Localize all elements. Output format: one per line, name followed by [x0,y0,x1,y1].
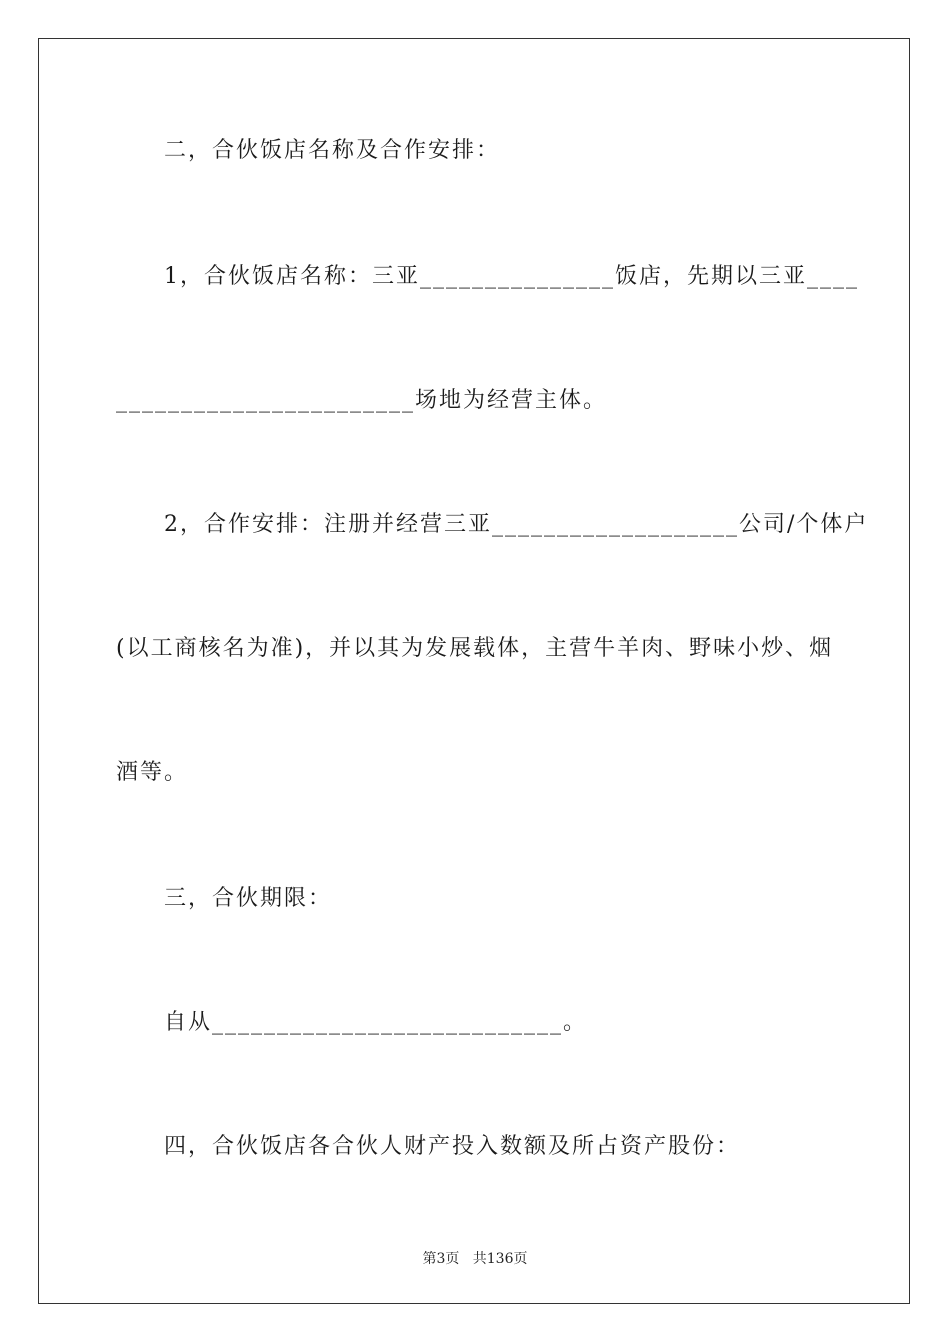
clause-2-2-line-2: (以工商核名为准)，并以其为发展载体，主营牛羊肉、野味小炒、烟 [116,636,834,661]
section-heading-4: 四，合伙饭店各合伙人财产投入数额及所占资产股份： [164,1134,741,1159]
clause-2-1-line-1: 1，合伙饭店名称：三亚_______________饭店，先期以三亚____ [164,264,859,289]
page-border [38,38,910,1304]
clause-2-2-line-1: 2，合作安排：注册并经营三亚___________________公司/个体户 [164,512,869,537]
clause-2-2-line-3: 酒等。 [116,760,189,785]
page-number-footer: 第3页 共136页 [422,1251,528,1267]
clause-2-1-line-2: _______________________场地为经营主体。 [116,388,608,413]
section-heading-2: 二，合伙饭店名称及合作安排： [164,138,501,163]
clause-3-text: 自从___________________________。 [164,1010,588,1035]
section-heading-3: 三，合伙期限： [164,886,333,911]
